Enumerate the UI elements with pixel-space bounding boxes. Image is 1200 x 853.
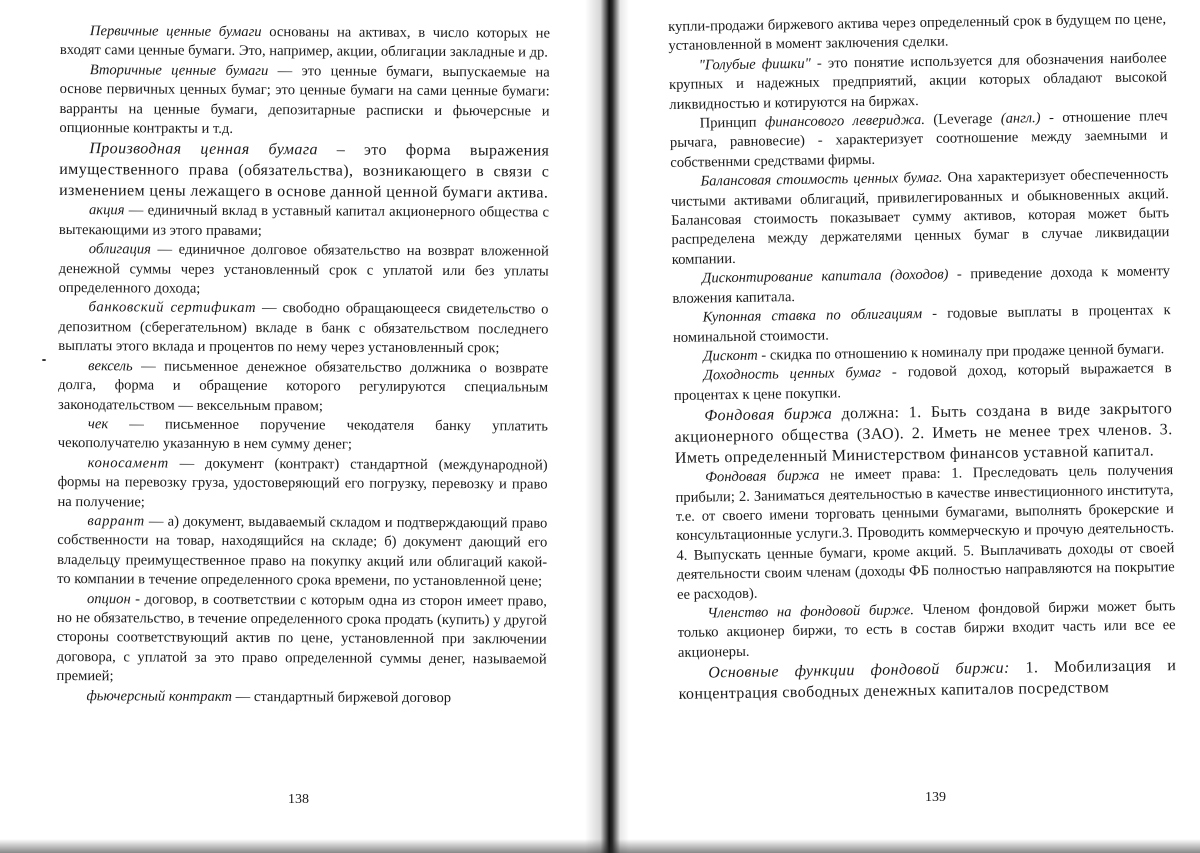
definition: — стандартный биржевой договор [231,688,452,706]
definition: - годовой доход, который выражается в процентах к цене покупки. [673,360,1172,404]
term: Членство на фондовой бирже. [707,602,915,622]
term: Первичные ценные бумаги [89,23,262,41]
page-number: 139 [925,790,946,805]
definition: — это ценные бумаги, выпускаемые на основе первичных ценных бумаг; это ценные бумаги на сами ценные бумаги: варранты на ценные бумаги, депозитарные расписки и фьючерсные и опционные контракты и т.д. [59,62,550,137]
paragraph [58,298,548,359]
term: Фондовая биржа [705,467,820,486]
definition: — единичный вклад в уставный капитал акционерного общества с вытекающими из этого правами; [58,202,550,239]
scan-speck [42,359,46,361]
term-annotation: (англ.) [1000,110,1041,127]
term: фьючерсный контракт [86,687,233,705]
term: Производная ценная бумага [89,140,318,159]
paragraph [57,512,547,592]
paragraph [60,22,550,63]
paragraph [669,49,1168,115]
definition: — единичное долговое обязательство на возврат вложенной денежной суммы через установленный срок с уплатой или без уплаты определенного дохода; [58,241,549,297]
definition: - приведение дохода к моменту вложения капитала. [672,263,1171,307]
paragraph [58,415,548,456]
paragraph [678,655,1177,705]
paragraph [59,240,549,301]
paragraph [670,107,1169,173]
definition: — письменное денежное обязательство должника о возврате долга, форма и обращение которого регулируются специальным законодательством — вексельным правом; [57,358,549,414]
definition: Членом фондовой биржи может быть только акционер биржи, то есть в состав биржи входит часть или все ее акционеры. [677,598,1176,661]
definition: - договор, в соответствии с которым одна из сторон имеет право, но не обязательство, в течение определенного срока продать (купить) у другой стороны соответствующий актив по цене, установленной при заключении договора, с уплатой за это право определенной суммы денег, называемой премией; [56,590,548,685]
term: опцион [86,590,131,607]
definition: - годовые выплаты в процентах к номинальной стоимости. [672,302,1171,346]
term: Балансовая стоимость ценных бумаг. [700,169,943,190]
definition: - скидка по отношению к номиналу при продаже ценной бумаги. [757,341,1165,364]
scan-shadow [0,839,1200,853]
paragraph [674,398,1173,469]
definition: — письменное поручение чекодателя банку уплатить чекополучателю указанную в нем сумму денег; [57,416,548,453]
definition: основаны на активах, в число которых не входят сами ценные бумаги. Это, например, акции, облигации закладные и др. [59,24,550,61]
definition: — а) документ, выдаваемый складом и подтверждающий право собственности на товар, находящийся на складе; б) документ дающий его владельцу преимущественное право на покупку акций или облигаций какой-то компании в течение определенного срока времени, по установленной цене; [57,513,548,590]
definition: – это форма выражения имущественного права (обязательства), возникающего в связи с изменением цены лежащего в основе данной ценной бумаги актива. [59,141,550,202]
paragraph [59,61,549,141]
definition: - отношение плеч рычага, равновесие) - характеризует соотношение между заемными и собственнми средствами фирмы. [669,108,1169,171]
term: Купонная ставка по облигациям [702,306,923,326]
definition: должна: 1. Быть создана в виде закрытого акционерного общества (ЗАО). 2. Иметь не менее трех членов. 3. Иметь определенный Министерством финансов уставной капитал. [674,400,1173,468]
paragraph [670,165,1169,270]
paragraph [677,597,1176,663]
term: Доходность ценных бумаг [703,365,882,384]
prefix: Принцип [699,114,766,132]
left-page [56,22,550,825]
paragraph [57,454,547,515]
definition: Она характеризует обеспеченность чистыми активами облигаций, привилегированных и обыкновенных акций. Балансовая стоимость показывает сумму активов, которая может быть распределена между держателями ценных бумаг в случае ликвидации компании. [670,166,1170,268]
definition: купли-продажи биржевого актива через определенный срок в будущем по цене, установленной в момент заключения сделки. [668,11,1167,55]
paragraph [59,138,549,204]
term: банковский сертификат [88,299,257,317]
term: Основные функции фондовой биржи: [708,659,1010,682]
paragraph [57,590,548,690]
paragraph [56,687,546,709]
book-gutter [585,0,629,853]
paragraph [58,357,548,418]
term: Дисконт [703,347,758,365]
term: "Голубые фишки" [698,55,811,74]
paragraph [675,461,1175,605]
term: облигация [88,241,151,258]
right-page [668,10,1179,818]
definition: не имеет права: 1. Преследовать цель получения прибыли; 2. Заниматься деятельностью в качестве инвестиционного института, т.е. от своего имени торговать ценными бумагами, выполнять брокерские и консультационные услуги.3. Проводить коммерческую и прочую деятельность. 4. Выпускать ценные бумаги, кроме акций. 5. Выплачивать доходы от своей деятельности своим членам (доходы ФБ полностью направляются на покрытие ее расходов). [675,462,1175,603]
term: Вторичные ценные бумаги [89,61,269,79]
definition: — документ (контракт) стандартной (международной) формы на перевозку груза, удостоверяющий его погрузку, перевозку и право на получение; [57,455,548,510]
term: акция [88,202,125,219]
term: варрант [87,513,145,530]
term: Дисконтирование капитала (доходов) [701,266,949,287]
definition: - это понятие используется для обозначения наиболее крупных и надежных предприятий, акции которых обладают высокой ликвидностью и котируются на биржах. [668,49,1168,113]
term: Фондовая биржа [704,405,833,425]
term: финансового левериджа. [764,112,926,131]
term: вексель [88,357,133,375]
definition: (Leverage [924,110,1001,129]
term: чек [87,416,109,433]
page-number: 138 [288,792,309,807]
definition: — свободно обращающееся свидетельство о депозитном (сберегательном) вкладе в банк с обязательством последнего выплаты этого вклада и процентов по нему через установленный срок; [58,300,549,357]
definition: 1. Мобилизация и концентрация свободных денежных капиталов посредством [678,657,1177,704]
paragraph [59,201,549,242]
term: коносамент [87,454,169,472]
